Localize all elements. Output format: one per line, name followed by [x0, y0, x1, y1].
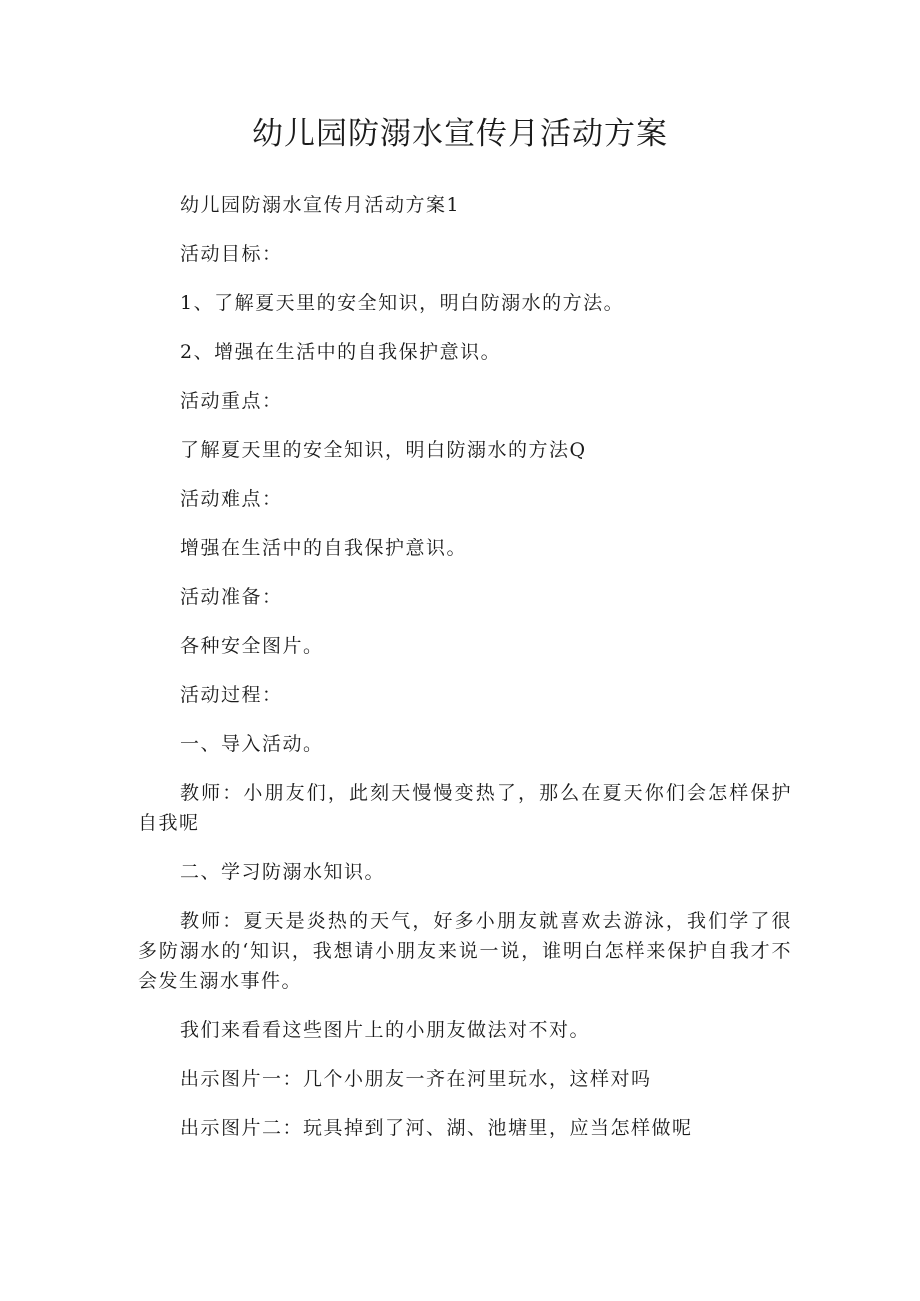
paragraph-step-1: 一、导入活动。	[180, 733, 324, 755]
document-body	[138, 190, 792, 1143]
paragraph-difficulty: 增强在生活中的自我保护意识。	[180, 537, 468, 559]
paragraph-picture-2: 出示图片二：玩具掉到了河、湖、池塘里，应当怎样做呢	[180, 1117, 693, 1139]
document-title: 幼儿园防溺水宣传月活动方案	[252, 116, 668, 152]
paragraph-goal-2: 2、增强在生活中的自我保护意识。	[180, 341, 502, 363]
paragraph-process-label: 活动过程：	[180, 684, 283, 706]
paragraph-prep: 各种安全图片。	[180, 635, 324, 657]
paragraph-teacher-1: 教师：小朋友们，此刻天慢慢变热了，那么在夏天你们会怎样保护自我呢	[138, 782, 792, 834]
paragraph-prep-label: 活动准备：	[180, 586, 283, 608]
paragraph-goal-1: 1、了解夏天里的安全知识，明白防溺水的方法。	[180, 292, 625, 314]
paragraph-section-heading: 幼儿园防溺水宣传月活动方案1	[180, 194, 461, 216]
paragraph-goal-label: 活动目标：	[180, 243, 283, 265]
paragraph-difficulty-label: 活动难点：	[180, 488, 283, 510]
paragraph-picture-1: 出示图片一：几个小朋友一齐在河里玩水，这样对吗	[180, 1068, 652, 1090]
paragraph-pictures-intro: 我们来看看这些图片上的小朋友做法对不对。	[180, 1019, 591, 1041]
paragraph-focus-label: 活动重点：	[180, 390, 283, 412]
paragraph-step-2: 二、学习防溺水知识。	[180, 861, 386, 883]
paragraph-teacher-2: 教师：夏天是炎热的天气，好多小朋友就喜欢去游泳，我们学了很多防溺水的‘知识，我想请小朋友来说一说，谁明白怎样来保护自我才不会发生溺水事件。	[138, 910, 792, 992]
paragraph-focus: 了解夏天里的安全知识，明白防溺水的方法Q	[180, 439, 587, 461]
